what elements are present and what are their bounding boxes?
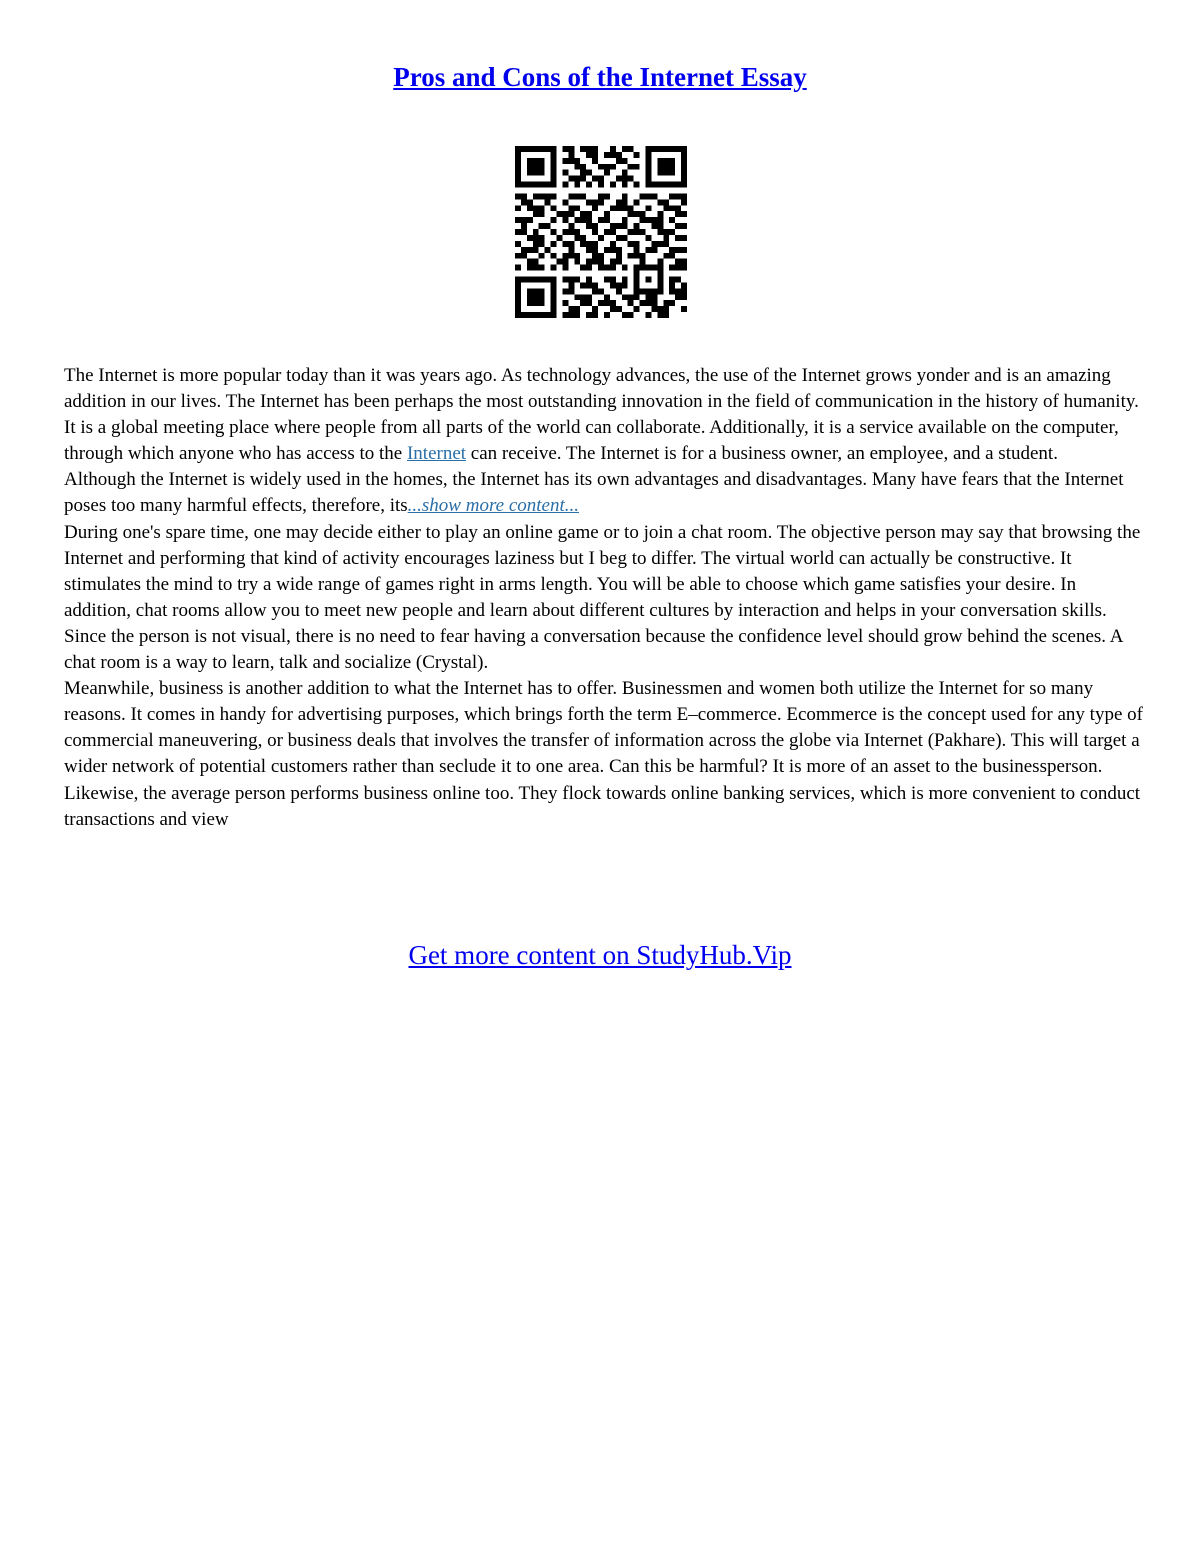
page-title: [0, 62, 1200, 93]
paragraph-1-text-end: can receive. The Internet is for a business owner, an employee, and a student.: [466, 443, 1058, 465]
internet-link[interactable]: Internet: [406, 443, 467, 465]
footer: [0, 940, 1200, 971]
paragraph-3-text: During one's spare time, one may decide either to play an online game or to join a chat room. The objective person may say that browsing the Internet and performing that kind of activity encourages laziness but I beg to differ. The virtual world can actually be constructive. It stimulates the mind to try a wide range of games right in arms length. You will be able to choose which game satisfies your desire. In addition, chat rooms allow you to meet new people and learn about different cultures by interaction and helps in your conversation skills. Since the person is not visual, there is no need to fear having a conversation because the confidence level should grow behind the scenes. A chat room is a way to learn, talk and socialize (Crystal).: [64, 521, 1141, 674]
qr-code-icon: [515, 146, 687, 318]
paragraph-4-text: Meanwhile, business is another addition to what the Internet has to offer. Businessmen and women both utilize the Internet for so many reasons. It comes in handy for advertising purposes, which brings forth the term E–commerce. Ecommerce is the concept used for any type of commercial maneuvering, or business deals that involves the transfer of information across the globe via Internet (Pakhare). This will target a wider network of potential customers rather than seclude it to one area. Can this be harmful? It is more of an asset to the businessperson. Likewise, the average person performs business online too. They flock towards online banking services, which is more convenient to conduct transactions and view: [64, 678, 1143, 830]
get-more-content-link[interactable]: Get more content on StudyHub.Vip: [408, 940, 792, 970]
title-link[interactable]: Pros and Cons of the Internet Essay: [393, 62, 807, 92]
paragraph-2-text: Although the Internet is widely used in the homes, the Internet has its own advantages and disadvantages. Many have fears that the Internet poses too many harmful effects, therefore, its: [64, 469, 1124, 517]
paragraph-1-text-start: The Internet is more popular today than it was years ago. As technology advances, the use of the Internet grows yonder and is an amazing addition in our lives. The Internet has been perhaps the most outstanding innovation in the field of communication in the history of humanity. It is a global meeting place where people from all parts of the world can collaborate. Additionally, it is a service available on the computer, through which anyone who has access to the: [64, 365, 1139, 465]
show-more-link[interactable]: ...show more content...: [407, 495, 579, 517]
essay-body: [64, 363, 1144, 833]
